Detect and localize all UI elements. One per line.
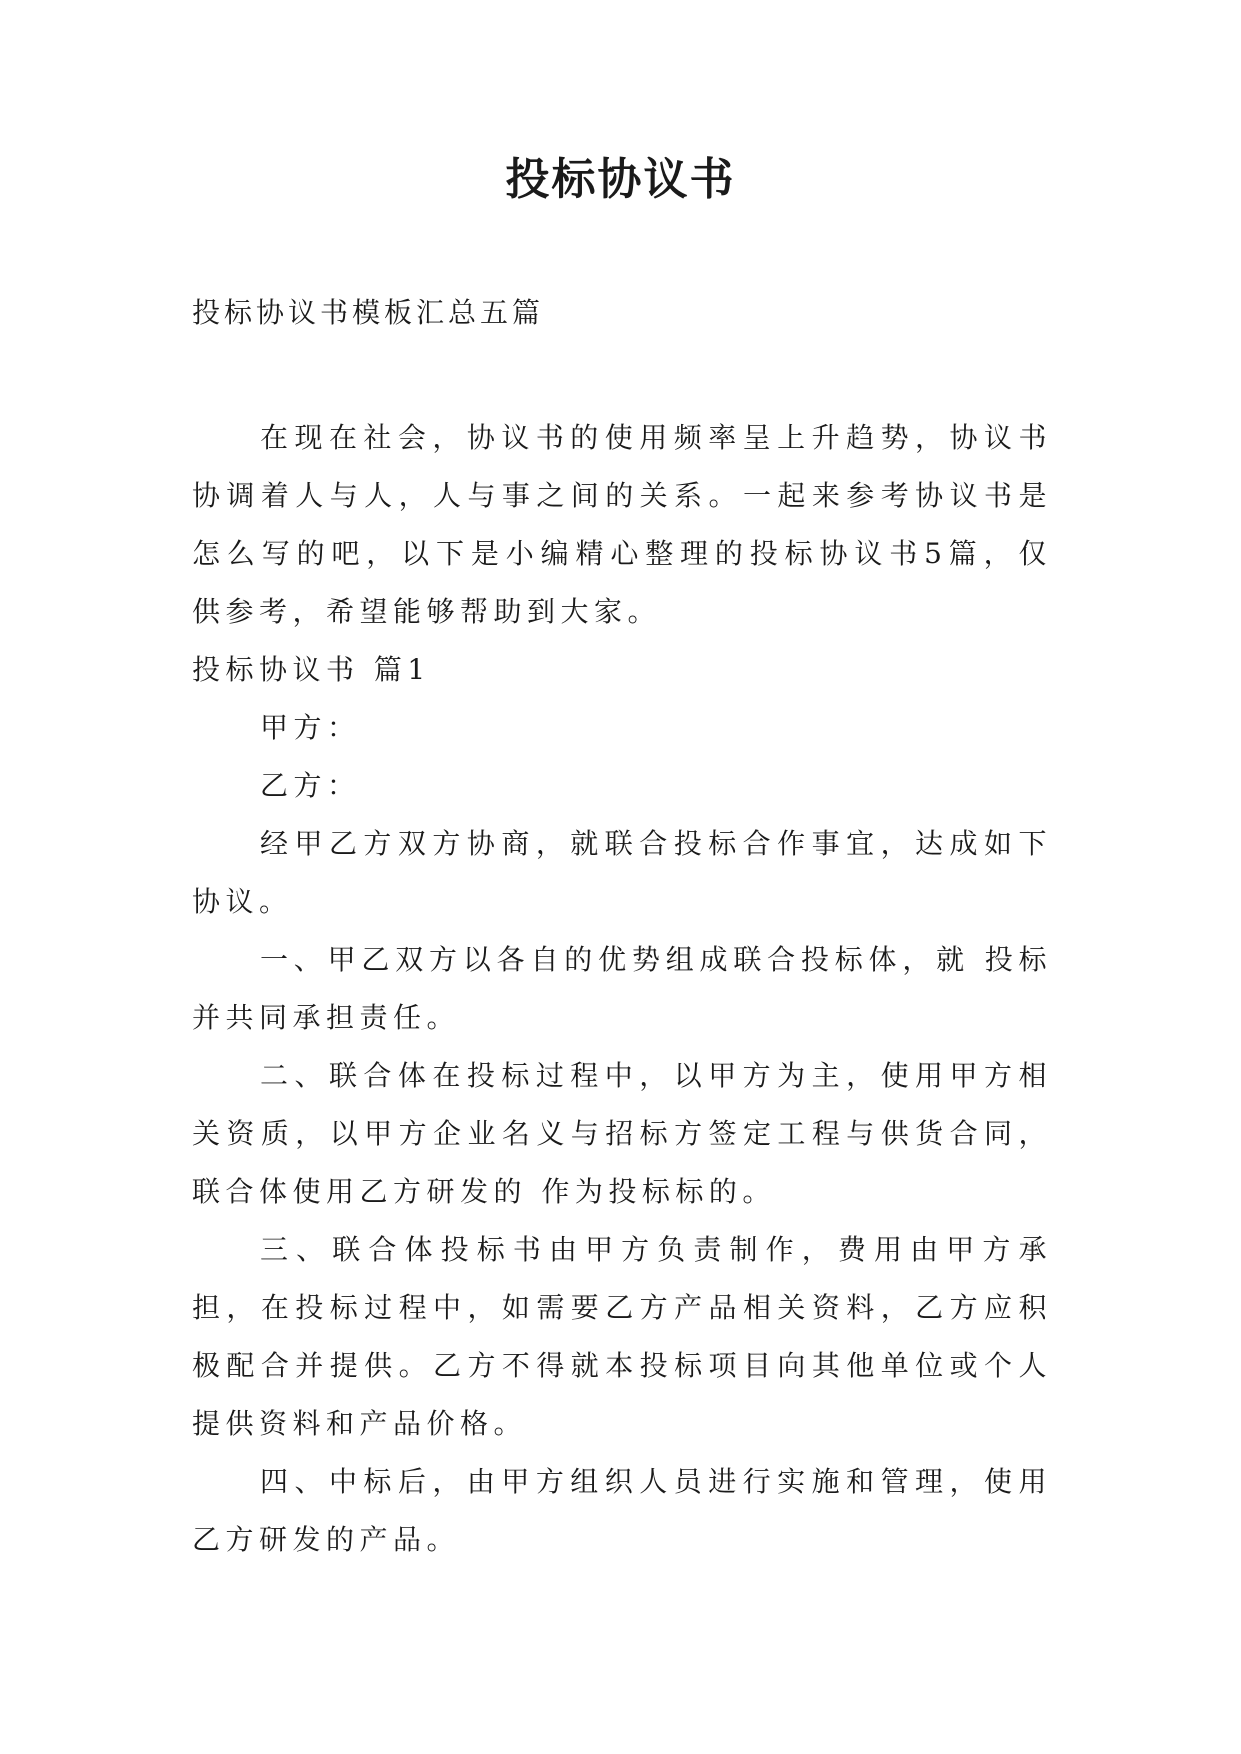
preamble-paragraph: 经甲乙方双方协商，就联合投标合作事宜，达成如下协议。 bbox=[192, 827, 1052, 918]
party-a-line: 甲方： bbox=[260, 711, 361, 744]
clause-paragraph: 一、甲乙双方以各自的优势组成联合投标体，就 投标并共同承担责任。 bbox=[192, 943, 1052, 1034]
document-body bbox=[192, 409, 1052, 1569]
clause-paragraph: 四、中标后，由甲方组织人员进行实施和管理，使用乙方研发的产品。 bbox=[192, 1465, 1052, 1556]
section-heading: 投标协议书 篇1 bbox=[192, 653, 431, 686]
document-subtitle: 投标协议书模板汇总五篇 bbox=[192, 296, 545, 329]
document-title: 投标协议书 bbox=[505, 154, 736, 205]
clause-paragraph: 二、联合体在投标过程中，以甲方为主，使用甲方相关资质，以甲方企业名义与招标方签定工程与供货合同，联合体使用乙方研发的 作为投标标的。 bbox=[192, 1059, 1052, 1208]
clause-paragraph: 三、联合体投标书由甲方负责制作，费用由甲方承担，在投标过程中，如需要乙方产品相关资料，乙方应积极配合并提供。乙方不得就本投标项目向其他单位或个人提供资料和产品价格。 bbox=[192, 1233, 1052, 1440]
party-b-line: 乙方： bbox=[260, 769, 361, 802]
intro-paragraph: 在现在社会，协议书的使用频率呈上升趋势，协议书协调着人与人，人与事之间的关系。一起来参考协议书是怎么写的吧，以下是小编精心整理的投标协议书5篇，仅供参考，希望能够帮助到大家。 bbox=[192, 421, 1052, 628]
